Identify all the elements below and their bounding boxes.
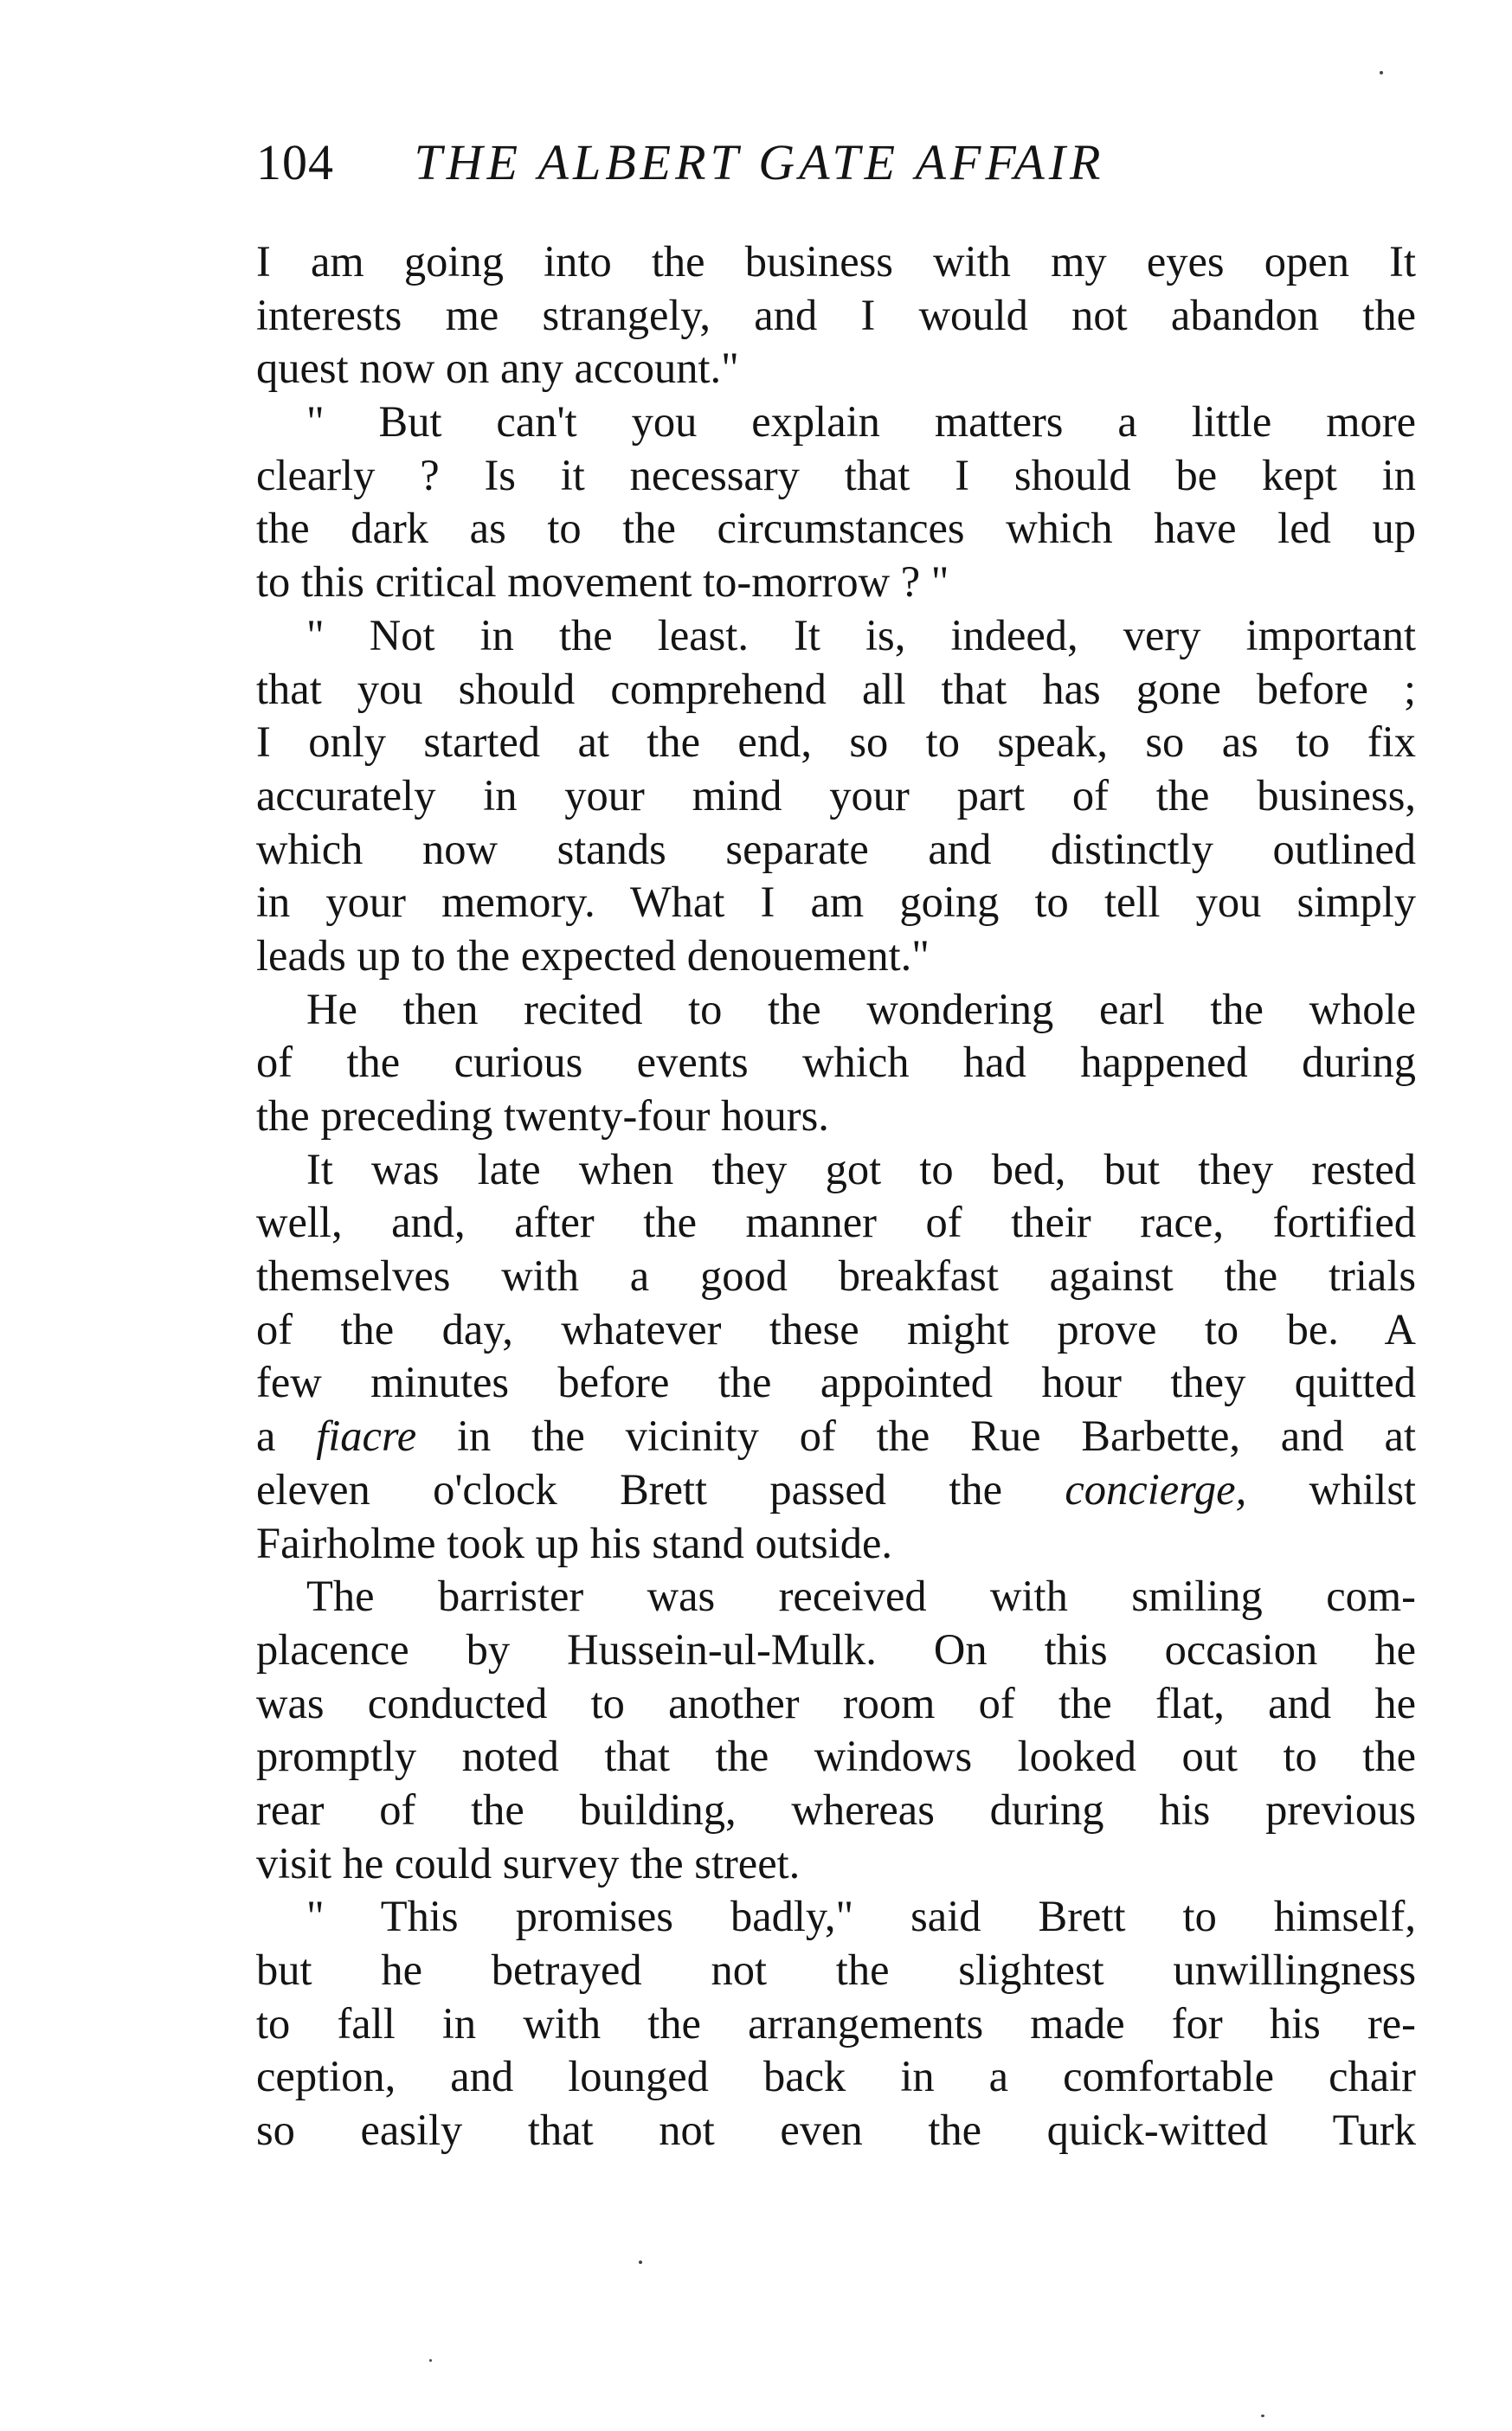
paper-speck <box>429 2359 432 2362</box>
text-line: It was late when they got to bed, but they rested <box>306 1144 1416 1193</box>
text-line: " This promises badly," said Brett to himself, <box>306 1892 1416 1941</box>
italic-word: fiacre <box>316 1412 417 1461</box>
text-line: ception, and lounged back in a comfortable chair <box>256 2052 1416 2101</box>
text-line: so easily that not even the quick-witted Turk <box>256 2106 1416 2155</box>
text-line: leads up to the expected denouement." <box>256 930 930 980</box>
page-number: 104 <box>256 134 334 190</box>
text-line: Fairholme took up his stand outside. <box>256 1518 893 1567</box>
paper-speck <box>1261 2415 1264 2417</box>
text-line: I only started at the end, so to speak, so as to fix <box>256 717 1416 767</box>
text-line: to this critical movement to-morrow ? " <box>256 557 949 607</box>
text-line-with-italic <box>256 1463 1416 1517</box>
text-line: The barrister was received with smiling com- <box>306 1572 1416 1621</box>
text-line: well, and, after the manner of their race, fortified <box>256 1198 1416 1247</box>
paper-speck <box>1380 71 1383 74</box>
text-line: in your memory. What I am going to tell you simply <box>256 878 1416 927</box>
text-line: to fall in with the arrangements made for his re- <box>256 1998 1416 2048</box>
text-line: quest now on any account." <box>256 344 739 393</box>
text-line: " Not in the least. It is, indeed, very important <box>306 610 1416 659</box>
page-header <box>256 128 1416 197</box>
text-run: in the vicinity of the Rue Barbette, and at <box>416 1412 1416 1461</box>
text-line: promptly noted that the windows looked out to the <box>256 1732 1416 1781</box>
text-line: clearly ? Is it necessary that I should be kept in <box>256 450 1416 499</box>
text-line: the preceding twenty-four hours. <box>256 1091 829 1140</box>
text-line: themselves with a good breakfast against the trials <box>256 1251 1416 1301</box>
body-text <box>256 235 1416 2158</box>
text-line-with-italic <box>256 1410 1416 1463</box>
text-line: " But can't you explain matters a little more <box>306 397 1416 447</box>
text-run: whilst <box>1246 1464 1416 1514</box>
text-line: I am going into the business with my eyes open It <box>256 237 1416 286</box>
text-line: of the curious events which had happened during <box>256 1038 1416 1087</box>
italic-word: concierge, <box>1065 1464 1247 1514</box>
text-line: but he betrayed not the slightest unwillingness <box>256 1945 1416 1994</box>
text-run: eleven o'clock Brett passed the <box>256 1464 1065 1514</box>
text-line: visit he could survey the street. <box>256 1838 801 1888</box>
text-line: He then recited to the wondering earl the whole <box>306 984 1416 1033</box>
paper-speck <box>639 2261 642 2264</box>
running-title: THE ALBERT GATE AFFAIR <box>414 134 1105 190</box>
text-line: of the day, whatever these might prove to be. A <box>256 1304 1416 1354</box>
text-line: rear of the building, whereas during his previous <box>256 1785 1416 1834</box>
text-line: few minutes before the appointed hour they quitted <box>256 1358 1416 1407</box>
text-line: the dark as to the circumstances which have led up <box>256 504 1416 553</box>
text-line: was conducted to another room of the flat, and he <box>256 1678 1416 1727</box>
text-line: accurately in your mind your part of the business, <box>256 770 1416 820</box>
text-line: placence by Hussein-ul-Mulk. On this occasion he <box>256 1624 1416 1674</box>
text-line: which now stands separate and distinctly outlined <box>256 824 1416 873</box>
text-run: a <box>256 1412 317 1461</box>
text-line: interests me strangely, and I would not abandon the <box>256 290 1416 339</box>
text-line: that you should comprehend all that has gone before ; <box>256 664 1416 713</box>
